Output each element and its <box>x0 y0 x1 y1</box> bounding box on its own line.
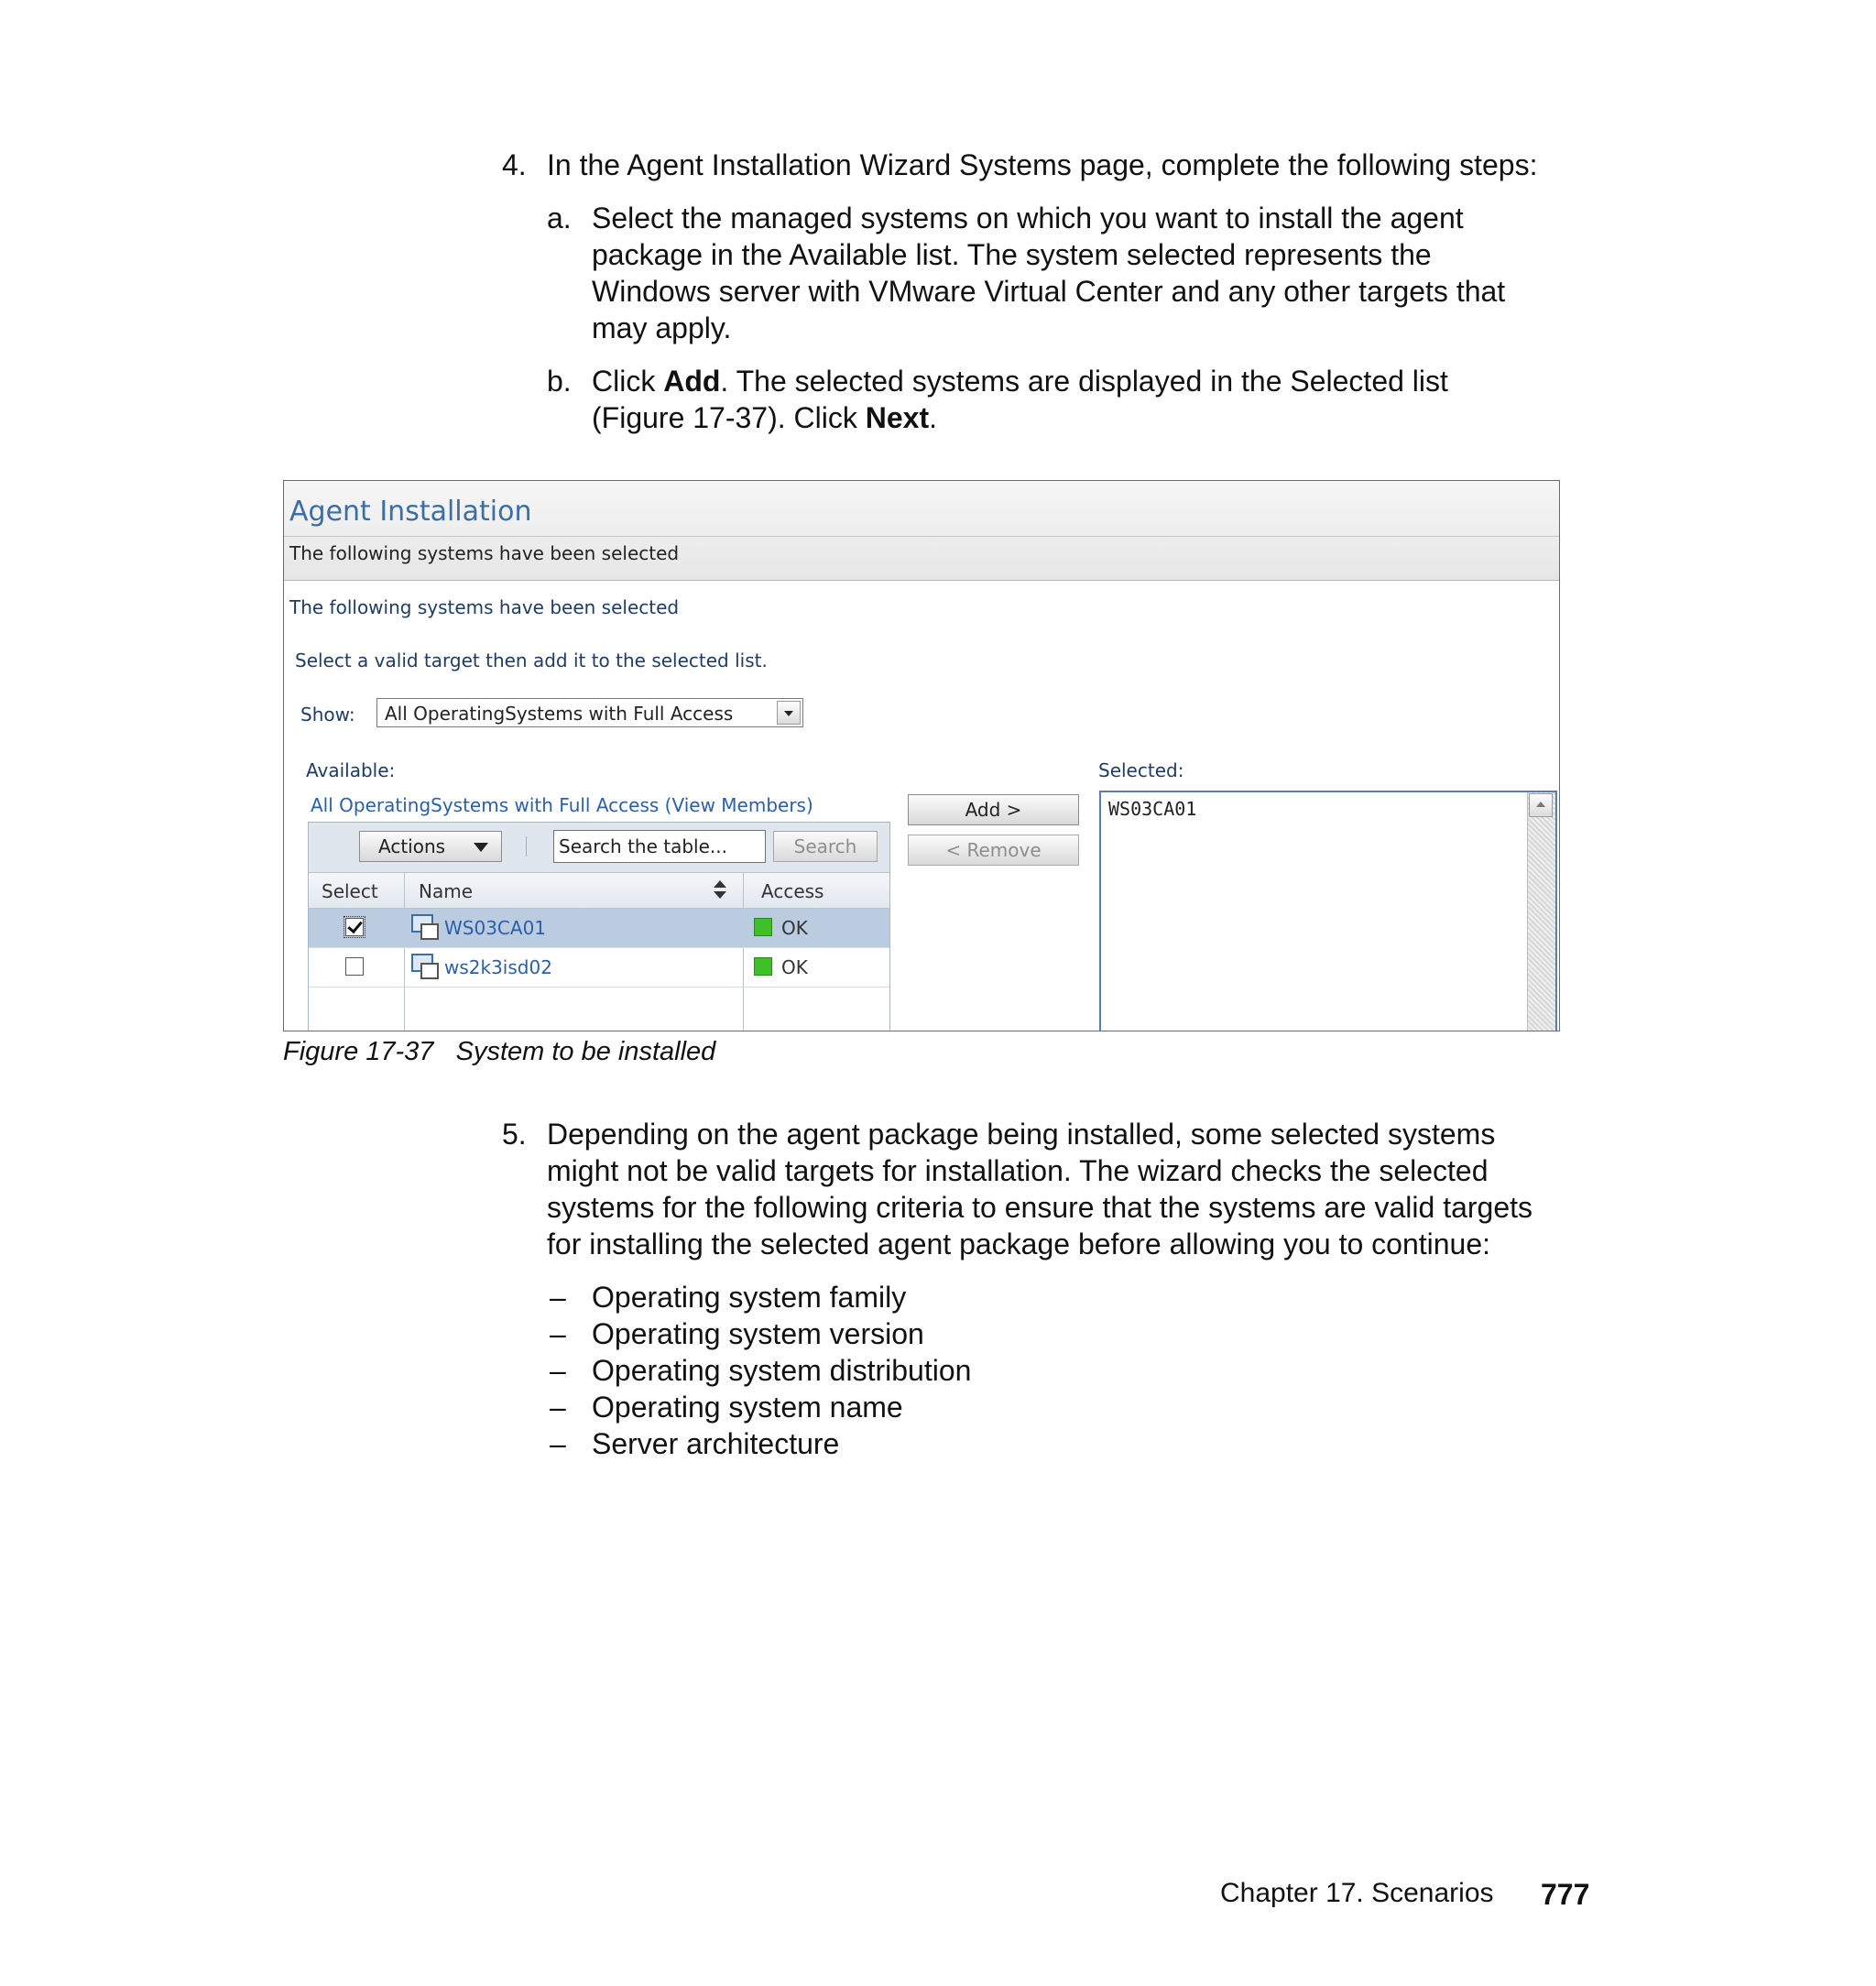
step-4b-text-part: (Figure 17-37). Click <box>592 401 866 434</box>
step-5-number: 5. <box>502 1118 527 1151</box>
step-4b-text-part: . The selected systems are displayed in the Selected list <box>720 365 1448 398</box>
step-4b-text-part: Click <box>592 365 664 398</box>
criteria-item: Operating system version <box>592 1317 924 1350</box>
show-filter-select[interactable] <box>376 698 803 727</box>
figure-caption: Figure 17-37 System to be installed <box>283 1037 716 1066</box>
bullet-dash: – <box>550 1317 566 1350</box>
step-4b-text-part: . <box>929 401 937 434</box>
row-checkbox[interactable] <box>345 918 364 936</box>
system-name-link[interactable]: WS03CA01 <box>444 917 547 939</box>
step-5-line: for installing the selected agent package before allowing you to continue: <box>547 1228 1491 1260</box>
step-5-line: Depending on the agent package being installed, some selected systems <box>547 1118 1496 1151</box>
intro-text: The following systems have been selected <box>289 596 680 618</box>
step-4a-line: package in the Available list. The system selected represents the <box>592 238 1432 271</box>
toolbar-divider <box>526 836 527 857</box>
scrollbar[interactable] <box>1527 792 1555 1031</box>
criteria-item: Operating system name <box>592 1391 903 1424</box>
table-header <box>309 873 889 909</box>
step-4b-letter: b. <box>547 365 572 398</box>
system-name-link[interactable]: ws2k3isd02 <box>444 956 552 978</box>
footer-chapter: Chapter 17. Scenarios <box>1220 1878 1494 1908</box>
access-status: OK <box>781 917 808 939</box>
scroll-up-arrow-icon[interactable] <box>1529 793 1553 817</box>
instruction-text: Select a valid target then add it to the selected list. <box>295 649 768 671</box>
step-4a-line: Windows server with VMware Virtual Center and any other targets that <box>592 275 1506 308</box>
step-4b-text <box>592 363 1590 436</box>
remove-button[interactable]: < Remove <box>908 835 1079 866</box>
step-4-number: 4. <box>502 148 527 181</box>
header-divider <box>284 536 1559 537</box>
step-4a-letter: a. <box>547 202 572 235</box>
column-header-select: Select <box>322 880 378 902</box>
bullet-dash: – <box>550 1391 566 1424</box>
step-5-line: systems for the following criteria to ensure that the systems are valid targets <box>547 1191 1533 1224</box>
step-4-text: In the Agent Installation Wizard Systems page, complete the following steps: <box>547 148 1538 181</box>
search-button[interactable]: Search <box>773 831 878 862</box>
agent-installation-screenshot <box>283 480 1560 1031</box>
selected-list[interactable] <box>1099 791 1557 1031</box>
column-header-name[interactable]: Name <box>419 880 474 902</box>
actions-menu-button[interactable] <box>359 831 502 862</box>
table-search-input[interactable] <box>553 830 766 863</box>
available-table <box>308 822 890 1031</box>
caret-down-icon <box>474 843 488 852</box>
show-label: Show: <box>300 704 355 726</box>
add-keyword: Add <box>663 365 721 398</box>
available-label: Available: <box>306 759 396 781</box>
selected-list-item[interactable]: WS03CA01 <box>1108 798 1197 820</box>
bullet-dash: – <box>550 1354 566 1387</box>
step-4a-text <box>592 200 1590 346</box>
bullet-dash: – <box>550 1427 566 1460</box>
actions-label: Actions <box>378 835 446 857</box>
status-ok-icon <box>754 957 772 976</box>
view-members-link[interactable]: All OperatingSystems with Full Access (View Members) <box>311 794 813 816</box>
page-number: 777 <box>1541 1878 1590 1911</box>
step-4a-line: Select the managed systems on which you want to install the agent <box>592 202 1464 235</box>
show-filter-value: All OperatingSystems with Full Access <box>385 703 734 725</box>
step-4a-line: may apply. <box>592 311 732 344</box>
wizard-header-subtitle: The following systems have been selected <box>289 542 680 564</box>
step-5-line: might not be valid targets for installation. The wizard checks the selected <box>547 1154 1489 1187</box>
wizard-title: Agent Installation <box>289 496 532 528</box>
bullet-dash: – <box>550 1281 566 1314</box>
next-keyword: Next <box>865 401 930 434</box>
criteria-item: Operating system distribution <box>592 1354 972 1387</box>
selected-label: Selected: <box>1098 759 1184 781</box>
table-toolbar <box>309 823 889 873</box>
step-5-text <box>547 1116 1600 1262</box>
wizard-header <box>284 481 1559 581</box>
access-status: OK <box>781 956 808 978</box>
row-checkbox[interactable] <box>345 957 364 976</box>
table-row[interactable] <box>309 948 889 988</box>
criteria-item: Operating system family <box>592 1281 907 1314</box>
sort-icon[interactable] <box>714 880 726 900</box>
system-icon <box>411 914 439 940</box>
criteria-item: Server architecture <box>592 1427 840 1460</box>
column-header-access[interactable]: Access <box>761 880 824 902</box>
chevron-down-icon[interactable] <box>777 701 801 725</box>
add-button[interactable]: Add > <box>908 794 1079 825</box>
status-ok-icon <box>754 918 772 936</box>
table-row[interactable] <box>309 909 889 948</box>
system-icon <box>411 954 439 979</box>
